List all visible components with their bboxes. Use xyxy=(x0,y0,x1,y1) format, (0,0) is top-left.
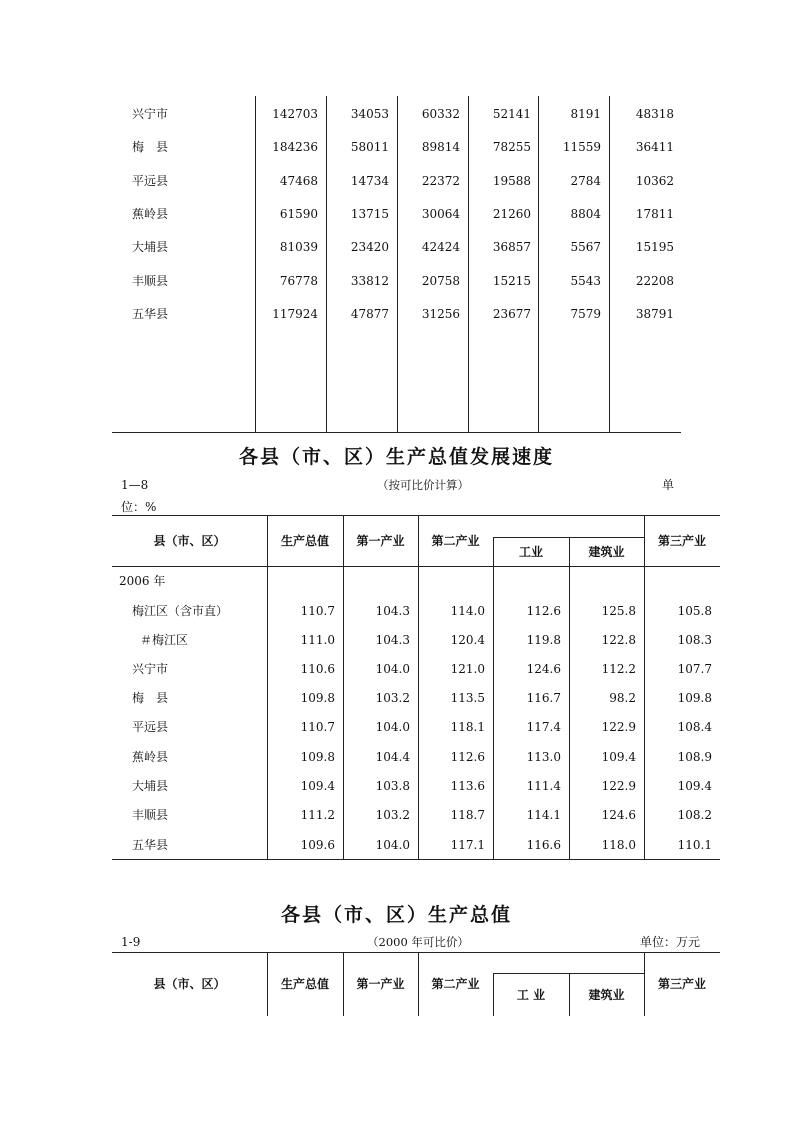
header-county: 县（市、区） xyxy=(153,534,226,548)
table-code: 1-9 xyxy=(121,935,141,949)
gdp-cell: 109.4 xyxy=(300,779,335,793)
table-note: （按可比价计算） xyxy=(377,478,469,492)
industry-cell: 116.6 xyxy=(526,838,561,852)
header-gdp: 生产总值 xyxy=(280,534,329,548)
unit-label: 单 xyxy=(662,478,675,492)
header-top-rule xyxy=(112,952,720,953)
primary-cell: 23420 xyxy=(350,240,389,254)
secondary-cell: 113.6 xyxy=(450,779,485,793)
industry-cell: 15215 xyxy=(492,274,531,288)
construction-cell: 2784 xyxy=(570,174,601,188)
gdp-cell: 109.6 xyxy=(300,838,335,852)
industry-cell: 114.1 xyxy=(526,808,561,822)
secondary-cell: 121.0 xyxy=(450,662,485,676)
tertiary-cell: 109.8 xyxy=(677,691,712,705)
secondary-cell: 60332 xyxy=(421,107,460,121)
industry-cell: 19588 xyxy=(492,174,531,188)
county-name: 蕉岭县 xyxy=(132,207,169,221)
secondary-cell: 118.7 xyxy=(450,808,485,822)
tertiary-cell: 108.4 xyxy=(677,720,712,734)
gdp-cell: 47468 xyxy=(279,174,318,188)
primary-cell: 104.3 xyxy=(375,604,410,618)
industry-cell: 52141 xyxy=(492,107,531,121)
gdp-cell: 81039 xyxy=(279,240,318,254)
county-name: 平远县 xyxy=(132,174,169,188)
industry-cell: 117.4 xyxy=(526,720,561,734)
secondary-cell: 20758 xyxy=(421,274,460,288)
tertiary-cell: 38791 xyxy=(635,307,674,321)
county-name: 蕉岭县 xyxy=(132,750,169,764)
gdp-cell: 109.8 xyxy=(300,750,335,764)
county-name: 梅 县 xyxy=(132,691,169,705)
table-bottom-rule xyxy=(112,432,681,433)
industry-cell: 112.6 xyxy=(526,604,561,618)
tertiary-cell: 36411 xyxy=(635,140,674,154)
header-industry: 工 业 xyxy=(516,988,546,1002)
primary-cell: 104.0 xyxy=(375,720,410,734)
year-label: 2006 年 xyxy=(119,574,166,588)
construction-cell: 118.0 xyxy=(601,838,636,852)
construction-cell: 5543 xyxy=(570,274,601,288)
construction-cell: 109.4 xyxy=(601,750,636,764)
gdp-cell: 111.2 xyxy=(300,808,335,822)
header-tertiary: 第三产业 xyxy=(657,977,706,991)
county-name: 梅 县 xyxy=(132,140,169,154)
tertiary-cell: 10362 xyxy=(635,174,674,188)
construction-cell: 122.8 xyxy=(601,633,636,647)
secondary-cell: 120.4 xyxy=(450,633,485,647)
header-primary: 第一产业 xyxy=(356,977,405,991)
header-construction: 建筑业 xyxy=(588,545,625,559)
gdp-cell: 110.7 xyxy=(300,720,335,734)
secondary-cell: 118.1 xyxy=(450,720,485,734)
gdp-cell: 76778 xyxy=(279,274,318,288)
primary-cell: 33812 xyxy=(350,274,389,288)
secondary-cell: 30064 xyxy=(421,207,460,221)
primary-cell: 47877 xyxy=(350,307,389,321)
header-bottom-rule xyxy=(112,566,720,567)
tertiary-cell: 107.7 xyxy=(677,662,712,676)
industry-cell: 21260 xyxy=(492,207,531,221)
secondary-cell: 113.5 xyxy=(450,691,485,705)
secondary-cell: 112.6 xyxy=(450,750,485,764)
header-top-rule xyxy=(112,515,720,516)
header-secondary: 第二产业 xyxy=(431,977,480,991)
tertiary-cell: 110.1 xyxy=(677,838,712,852)
primary-cell: 34053 xyxy=(350,107,389,121)
county-name: 兴宁市 xyxy=(132,107,169,121)
industry-cell: 36857 xyxy=(492,240,531,254)
county-name: 丰顺县 xyxy=(132,808,169,822)
construction-cell: 8191 xyxy=(570,107,601,121)
secondary-cell: 89814 xyxy=(421,140,460,154)
gdp-cell: 111.0 xyxy=(300,633,335,647)
primary-cell: 104.3 xyxy=(375,633,410,647)
table-bottom-rule xyxy=(112,859,720,860)
tertiary-cell: 108.3 xyxy=(677,633,712,647)
primary-cell: 103.8 xyxy=(375,779,410,793)
gdp-cell: 109.8 xyxy=(300,691,335,705)
secondary-cell: 42424 xyxy=(421,240,460,254)
header-primary: 第一产业 xyxy=(356,534,405,548)
industry-cell: 78255 xyxy=(492,140,531,154)
county-name: 平远县 xyxy=(132,720,169,734)
county-name: 梅江区（含市直） xyxy=(132,604,229,618)
header-industry: 工业 xyxy=(518,545,543,559)
industry-cell: 119.8 xyxy=(526,633,561,647)
header-county: 县（市、区） xyxy=(153,977,226,991)
primary-cell: 103.2 xyxy=(375,808,410,822)
industry-cell: 111.4 xyxy=(526,779,561,793)
construction-cell: 5567 xyxy=(570,240,601,254)
tertiary-cell: 15195 xyxy=(635,240,674,254)
industry-cell: 23677 xyxy=(492,307,531,321)
unit-label: 单位：万元 xyxy=(640,935,701,949)
construction-cell: 124.6 xyxy=(601,808,636,822)
secondary-cell: 22372 xyxy=(421,174,460,188)
primary-cell: 104.0 xyxy=(375,838,410,852)
county-name: 五华县 xyxy=(132,838,169,852)
table-code: 1—8 xyxy=(121,478,149,492)
tertiary-cell: 108.9 xyxy=(677,750,712,764)
primary-cell: 103.2 xyxy=(375,691,410,705)
gdp-cell: 142703 xyxy=(272,107,318,121)
county-name: 大埔县 xyxy=(132,779,169,793)
gdp-cell: 110.6 xyxy=(300,662,335,676)
construction-cell: 98.2 xyxy=(609,691,636,705)
primary-cell: 13715 xyxy=(350,207,389,221)
construction-cell: 122.9 xyxy=(601,779,636,793)
construction-cell: 112.2 xyxy=(601,662,636,676)
secondary-cell: 114.0 xyxy=(450,604,485,618)
unit-label: 位：% xyxy=(121,500,157,514)
county-name: 兴宁市 xyxy=(132,662,169,676)
header-secondary: 第二产业 xyxy=(431,534,480,548)
header-tertiary: 第三产业 xyxy=(657,534,706,548)
tertiary-cell: 22208 xyxy=(635,274,674,288)
secondary-cell: 31256 xyxy=(421,307,460,321)
table-note: （2000 年可比价） xyxy=(367,935,469,949)
construction-cell: 122.9 xyxy=(601,720,636,734)
tertiary-cell: 108.2 xyxy=(677,808,712,822)
county-name: 丰顺县 xyxy=(132,274,169,288)
tertiary-cell: 48318 xyxy=(635,107,674,121)
construction-cell: 8804 xyxy=(570,207,601,221)
construction-cell: 7579 xyxy=(570,307,601,321)
tertiary-cell: 109.4 xyxy=(677,779,712,793)
table-title: 各县（市、区）生产总值发展速度 xyxy=(238,446,554,468)
county-name: 大埔县 xyxy=(132,240,169,254)
gdp-cell: 184236 xyxy=(272,140,318,154)
gdp-cell: 117924 xyxy=(272,307,318,321)
header-gdp: 生产总值 xyxy=(280,977,329,991)
primary-cell: 58011 xyxy=(350,140,389,154)
primary-cell: 14734 xyxy=(350,174,389,188)
header-construction: 建筑业 xyxy=(588,988,625,1002)
primary-cell: 104.4 xyxy=(375,750,410,764)
construction-cell: 125.8 xyxy=(601,604,636,618)
industry-cell: 116.7 xyxy=(526,691,561,705)
industry-cell: 113.0 xyxy=(526,750,561,764)
county-name: 五华县 xyxy=(132,307,169,321)
table-title: 各县（市、区）生产总值 xyxy=(280,904,512,926)
gdp-cell: 110.7 xyxy=(300,604,335,618)
tertiary-cell: 17811 xyxy=(635,207,674,221)
tertiary-cell: 105.8 xyxy=(677,604,712,618)
county-name: ＃梅江区 xyxy=(140,633,189,647)
secondary-cell: 117.1 xyxy=(450,838,485,852)
gdp-cell: 61590 xyxy=(279,207,318,221)
construction-cell: 11559 xyxy=(562,140,601,154)
industry-cell: 124.6 xyxy=(526,662,561,676)
primary-cell: 104.0 xyxy=(375,662,410,676)
